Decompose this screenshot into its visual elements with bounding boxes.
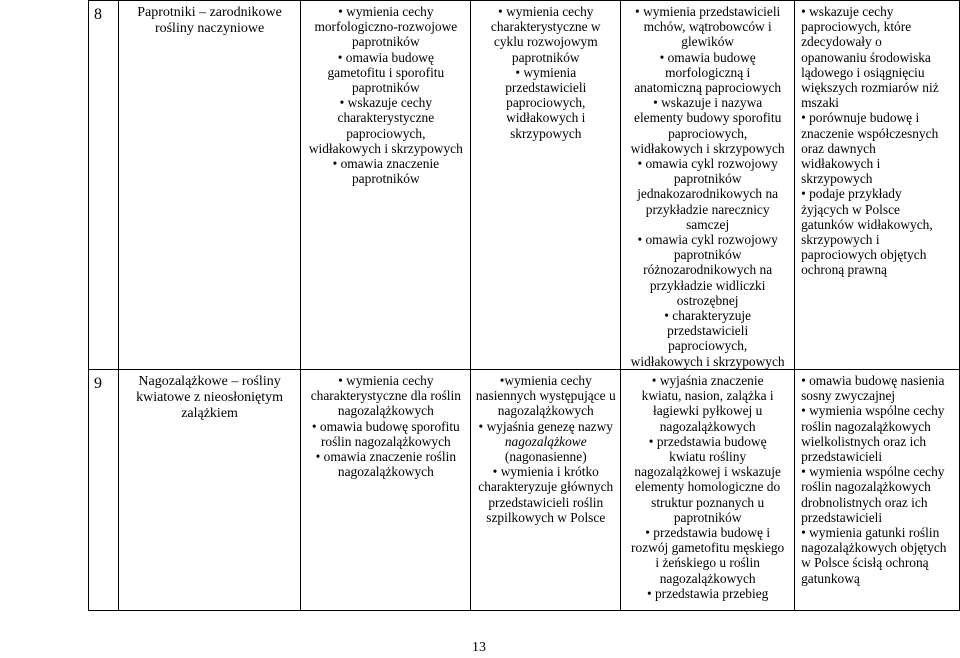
requirement-line: drobnolistnych oraz ich <box>801 494 928 510</box>
requirement-line: • omawia znaczenie roślin <box>315 449 457 465</box>
requirement-line: nagozalążkowej i wskazuje <box>634 464 781 480</box>
requirement-line: • przedstawia przebieg <box>646 585 769 601</box>
requirement-line: roślin nagozalążkowych <box>320 433 451 449</box>
requirement-line: • omawia budowę <box>659 49 756 65</box>
requirement-line: przykładzie narecznicy <box>645 201 770 217</box>
requirement-line: paprotników <box>673 171 742 187</box>
requirement-line: opanowaniu środowiska <box>801 49 931 65</box>
requirement-line: nagozalążkowych <box>659 570 756 586</box>
requirement-line: • przedstawia budowę i <box>645 525 771 541</box>
requirement-line: sosny zwyczajnej <box>801 388 896 404</box>
requirement-line: widłakowych i skrzypowych <box>308 140 463 156</box>
requirement-line: roślin nagozalążkowych <box>801 479 931 495</box>
requirement-line: paprociowych objętych <box>801 247 927 263</box>
requirement-line: widłakowych i skrzypowych <box>630 140 785 156</box>
requirement-line: ochroną prawną <box>801 262 887 278</box>
requirement-line: • wymienia cechy <box>338 373 434 388</box>
requirement-line: widłakowych i <box>801 156 881 172</box>
requirement-line: kwiatu, nasion, zalążka i <box>641 388 774 404</box>
requirement-line: • wymienia <box>515 64 577 80</box>
requirement-line: paprotników <box>673 247 742 263</box>
requirement-line: szpilkowych w Polsce <box>486 509 606 525</box>
requirement-line: mszaki <box>801 95 840 111</box>
requirement-line: przedstawicieli roślin <box>488 494 604 510</box>
requirement-line: w Polsce ścisłą ochroną <box>801 555 929 571</box>
requirement-line: • omawia budowę nasienia <box>801 373 945 388</box>
requirements-cell <box>301 370 471 611</box>
row-number: 9 <box>89 370 119 611</box>
table-row <box>89 370 960 611</box>
requirement-line: nasiennych występujące u <box>475 388 616 404</box>
row-number: 8 <box>89 1 119 370</box>
requirement-line: zdecydowały o <box>801 34 882 50</box>
requirement-line: • wymienia gatunki roślin <box>801 525 940 541</box>
requirement-line: widłakowych i <box>506 110 586 126</box>
requirement-line: • wymienia przedstawicieli <box>635 4 781 19</box>
requirement-line: glewików <box>681 34 735 50</box>
requirement-line: przedstawicieli <box>667 323 749 339</box>
requirement-line: skrzypowych <box>510 125 582 141</box>
requirement-line: nagozalążkowych objętych <box>801 540 947 556</box>
requirement-line: ostrozębnej <box>676 292 739 308</box>
requirement-line: morfologiczną i <box>665 64 751 80</box>
requirement-line: nagozalążkowych <box>659 418 756 434</box>
requirement-line: paprociowych, <box>346 125 426 141</box>
curriculum-table <box>88 0 960 611</box>
requirement-line: paprociowych, <box>506 95 586 111</box>
requirement-line: • wymienia wspólne cechy <box>801 464 945 480</box>
requirement-line: kwiatu rośliny <box>669 449 747 465</box>
requirement-line: przedstawicieli <box>505 80 587 96</box>
requirement-line: paprotników <box>351 171 420 187</box>
requirement-line: (nagonasienne) <box>504 449 587 465</box>
requirement-line: gametofitu i sporofitu <box>327 64 445 80</box>
requirements-cell <box>471 1 621 370</box>
requirement-line: anatomiczną paprociowych <box>634 80 782 96</box>
requirement-line: paprociowych, które <box>801 19 912 35</box>
requirement-line: morfologiczno-rozwojowe <box>314 19 458 35</box>
requirement-line: większych rozmiarów niż <box>801 80 939 96</box>
requirement-line: paprociowych, <box>668 338 748 354</box>
requirement-line: • wymienia i krótko <box>492 464 599 480</box>
requirement-line: nagozalążkowych <box>497 403 594 419</box>
requirement-line: jednakozarodnikowych na <box>637 186 779 202</box>
requirement-line: • wskazuje i nazywa <box>653 95 763 111</box>
requirement-line: charakterystyczne dla roślin <box>310 388 461 404</box>
requirement-line: nagozalążkowych <box>337 464 434 480</box>
requirement-line: • wskazuje cechy <box>801 4 894 19</box>
table-row <box>89 1 960 370</box>
requirement-line: • wymienia wspólne cechy <box>801 403 945 419</box>
requirement-line: • wymienia cechy <box>338 4 434 19</box>
requirement-line: różnozarodnikowych na <box>643 262 773 278</box>
requirement-line: roślin nagozalążkowych <box>801 418 931 434</box>
requirement-line: przedstawicieli <box>801 509 883 525</box>
requirements-cell <box>301 1 471 370</box>
requirement-line: nagozalążkowych <box>337 403 434 419</box>
requirement-line: struktur poznanych u <box>651 494 765 510</box>
requirement-line: • wymienia cechy <box>498 4 594 19</box>
requirement-line: paprotników <box>511 49 580 65</box>
requirement-line: przykładzie widliczki <box>649 277 766 293</box>
topic-name-line: rośliny naczyniowe <box>154 21 265 36</box>
requirement-line: • omawia budowę sporofitu <box>311 418 460 434</box>
requirement-line: gatunków widłakowych, <box>801 216 933 232</box>
requirement-line: • charakteryzuje <box>664 308 752 324</box>
requirement-line: charakterystyczne w <box>490 19 601 35</box>
requirement-line: lądowego i osiągnięciu <box>801 64 925 80</box>
requirement-line: i żeńskiego u roślin <box>655 555 760 571</box>
requirement-line: wielkolistnych oraz ich <box>801 433 927 449</box>
page-number: 13 <box>472 640 486 655</box>
requirement-line: gatunkową <box>801 570 860 586</box>
requirement-line: żyjących w Polsce <box>801 201 900 217</box>
requirement-line: skrzypowych i <box>801 232 880 248</box>
requirement-line: przedstawicieli <box>801 449 883 465</box>
requirement-line: charakterystyczne <box>337 110 435 126</box>
requirement-line: • porównuje budowę i <box>801 110 920 126</box>
requirement-line: • wskazuje cechy <box>339 95 433 111</box>
requirement-line: oraz dawnych <box>801 140 876 156</box>
requirement-line: • podaje przykłady <box>801 186 902 202</box>
topic-name-line: Paprotniki – zarodnikowe <box>137 5 282 20</box>
requirement-line: • omawia budowę <box>337 49 434 65</box>
requirement-line: • wyjaśnia znaczenie <box>651 373 764 388</box>
requirements-cell <box>621 370 795 611</box>
requirement-line: znaczenie współczesnych <box>801 125 939 141</box>
requirement-line: • omawia cykl rozwojowy <box>637 232 778 248</box>
requirement-line: elementy budowy sporofitu <box>634 110 782 126</box>
requirement-line: • omawia znaczenie <box>332 156 440 172</box>
requirement-line: charakteryzuje głównych <box>478 479 614 495</box>
topic-name <box>118 1 301 370</box>
requirement-line: samczej <box>686 216 730 232</box>
requirement-line: cyklu rozwojowym <box>493 34 598 50</box>
requirement-line: elementy homologiczne do <box>635 479 781 495</box>
requirements-cell <box>621 1 795 370</box>
topic-name-line: Nagozalążkowe – rośliny <box>138 374 281 389</box>
topic-name-line: zalążkiem <box>181 406 238 421</box>
requirement-line: paprociowych, <box>668 125 748 141</box>
requirement-line: widłakowych i skrzypowych <box>630 353 785 369</box>
requirements-cell <box>471 370 621 611</box>
requirement-line: • przedstawia budowę <box>648 433 767 449</box>
requirement-line: łagiewki pyłkowej u <box>652 403 763 419</box>
requirement-line: rozwój gametofitu męskiego <box>631 540 785 556</box>
requirements-cell <box>795 370 960 611</box>
requirement-line: mchów, wątrobowców i <box>643 19 772 35</box>
requirement-line: paprotników <box>673 509 742 525</box>
requirement-line: • wyjaśnia genezę nazwy <box>478 418 613 434</box>
topic-name-line: kwiatowe z nieosłoniętym <box>136 390 284 405</box>
requirements-cell <box>795 1 960 370</box>
requirement-line: paprotników <box>351 80 420 96</box>
requirement-line: •wymienia cechy <box>499 373 592 388</box>
requirement-line: paprotników <box>351 34 420 50</box>
requirement-line: nagozalążkowe <box>504 433 587 449</box>
requirement-line: • omawia cykl rozwojowy <box>637 156 778 172</box>
topic-name <box>118 370 301 611</box>
requirement-line: skrzypowych <box>801 171 873 187</box>
